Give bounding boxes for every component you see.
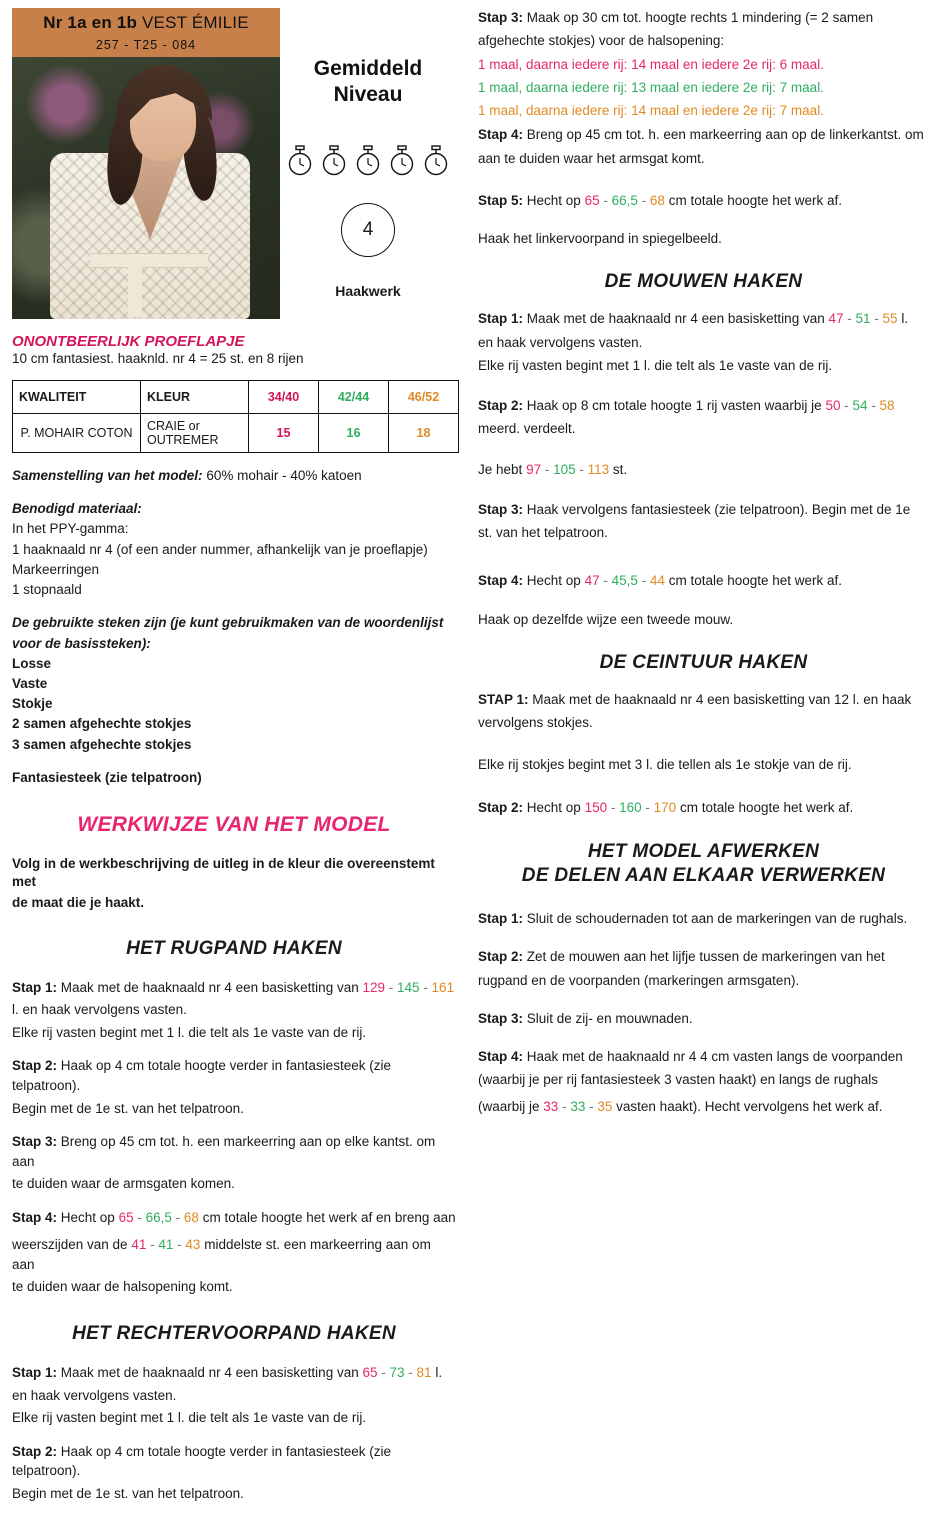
step-label: Stap 2:: [12, 1443, 58, 1459]
step-body: Breng op 45 cm tot. h. een markeerring aan op elke kantst. om aan: [12, 1134, 436, 1169]
step-text: Stap 1: Maak met de haaknaald nr 4 een basisketting van 47 - 51 - 55 l.: [478, 311, 909, 327]
materials-line: 1 haaknaald nr 4 (of een ander nummer, afhankelijk van je proeflapje): [12, 541, 428, 557]
step-body-cont: aan te duiden waar het armsgat komt.: [478, 150, 705, 166]
finishing-heading-line-1: HET MODEL AFWERKEN: [587, 840, 820, 862]
step-body: Haak op 4 cm totale hoogte verder in fantasiesteek (zie telpatroon).: [12, 1443, 391, 1479]
step-text: [478, 500, 929, 520]
value-size-1: 47: [828, 311, 844, 327]
step-body: Sluit de zij- en mouwnaden.: [526, 1010, 693, 1026]
step-text: [478, 8, 929, 28]
belt-row-note: Elke rij stokjes begint met 3 l. die tellen als 1e stokje van de rij.: [478, 757, 852, 773]
value-size-1: 33: [543, 1098, 559, 1114]
right-front-step-5: [478, 191, 929, 211]
step-body: Maak met de haaknaald nr 4 een basisketting van: [526, 311, 825, 327]
step-body: Zet de mouwen aan het lijfje tussen de markeringen van het: [526, 949, 885, 965]
table-row: [13, 414, 459, 453]
header-quality: KWALITEIT: [13, 381, 141, 414]
step-label: Stap 5:: [478, 192, 524, 208]
step-body-cont: te duiden waar de halsopening komt.: [12, 1279, 233, 1295]
step-body: Hecht op: [526, 192, 581, 208]
step-body: Hecht op: [526, 573, 581, 589]
step-label: Stap 4:: [12, 1209, 58, 1225]
belt-step-1: [478, 690, 929, 734]
step-text: [478, 1009, 929, 1029]
cell-color: [141, 414, 249, 453]
step-label: Stap 1:: [12, 979, 58, 995]
step-body-2: cm totale hoogte het werk af.: [668, 192, 843, 208]
step-text: [478, 1047, 929, 1067]
step-text: [478, 690, 929, 710]
cell-color-line-1: CRAIE or: [147, 419, 200, 433]
header-color: KLEUR: [141, 381, 249, 414]
step-body: Maak met de haaknaald nr 4 een basisketting van 12 l. en haak: [532, 691, 912, 707]
step-label: Stap 4:: [478, 573, 524, 589]
step-body-4: vasten haakt). Hecht vervolgens het werk af.: [616, 1098, 883, 1114]
stitch-item: Vaste: [12, 675, 48, 691]
step-body-cont: te duiden waar de armsgaten komen.: [12, 1176, 235, 1192]
value-size-1: 97: [526, 461, 542, 477]
value-size-3: 68: [183, 1209, 199, 1225]
step-body-cont: Elke rij vasten begint met 1 l. die telt als 1e vaste van de rij.: [478, 357, 833, 373]
composition-value: 60% mohair - 40% katoen: [206, 468, 362, 483]
level-title: [280, 56, 456, 109]
value-size-3: 58: [879, 398, 895, 413]
finishing-heading-line-2: DE DELEN AAN ELKAAR VERWERKEN: [521, 865, 886, 887]
pattern-number: Nr 1a en 1b: [43, 13, 138, 32]
materials-title: Benodigd materiaal:: [12, 501, 142, 517]
right-front-step-3: [478, 8, 929, 121]
step-text: Stap 1: Maak met de haaknaald nr 4 een basisketting van 129 - 145 - 161: [12, 979, 455, 995]
step-text: Stap 4: Hecht op 47 - 45,5 - 44 cm totale hoogte het werk af.: [478, 573, 843, 589]
workflow-heading: WERKWIJZE VAN HET MODEL: [77, 813, 391, 837]
value-size-2: 45,5: [611, 573, 638, 589]
back-panel-step-2: [12, 1056, 456, 1118]
finishing-step-1: [478, 909, 929, 929]
value-size-2: 51: [855, 311, 871, 327]
step-label: Stap 1:: [478, 911, 524, 927]
step-body-cont: Elke rij vasten begint met 1 l. die telt als 1e vaste van de rij.: [12, 1024, 367, 1040]
materials-line: 1 stopnaald: [12, 582, 82, 598]
step-variant-size-1: 1 maal, daarna iedere rij: 14 maal en iedere 2e rij: 6 maal.: [478, 56, 824, 72]
right-front-step-2: [12, 1442, 456, 1504]
fantasy-stitch-note: Fantasiesteek (zie telpatroon): [12, 769, 202, 785]
step-body-3: weerszijden van de: [12, 1237, 128, 1253]
needle-size-badge: 4: [341, 203, 395, 257]
step-body-2: cm totale hoogte het werk af en breng aan: [202, 1209, 456, 1225]
sleeves-heading: DE MOUWEN HAKEN: [604, 271, 803, 293]
step-body-cont: afgehechte stokjes) voor de halsopening:: [478, 33, 725, 49]
swatch-title: ONONTBEERLIJK PROEFLAPJE: [12, 333, 245, 350]
right-column: [468, 0, 943, 1527]
stopwatch-icon: [387, 143, 417, 177]
header-row: [12, 8, 456, 319]
composition: [12, 467, 456, 485]
step-body-cont: rugpand en de voorpanden (markeringen armsgaten).: [478, 972, 800, 988]
step-label: STAP 1:: [478, 691, 529, 707]
spacer: [12, 756, 456, 769]
cell-quality: P. MOHAIR COTON: [13, 414, 141, 453]
cell-qty-size-2: 16: [319, 414, 389, 453]
right-front-step-1: [12, 1363, 456, 1428]
step-body: Hecht op: [60, 1209, 115, 1225]
pattern-code: 257 - T25 - 084: [12, 37, 280, 57]
header-size-3: 46/52: [389, 381, 459, 414]
photo-belt-tail: [128, 265, 142, 317]
step-body-cont: st. van het telpatroon.: [478, 525, 608, 540]
value-size-2: 66,5: [145, 1209, 172, 1225]
stopwatch-icon: [319, 143, 349, 177]
left-column: [0, 0, 468, 1527]
step-label: Stap 3:: [478, 10, 524, 25]
value-size-3: 113: [587, 461, 610, 477]
value-size-3: 43: [185, 1237, 201, 1253]
step-body: Haak vervolgens fantasiesteek (zie telpatroon). Begin met de 1e: [526, 501, 911, 517]
value-size-2: 160: [619, 799, 642, 815]
count-label: Je hebt: [478, 461, 523, 477]
pattern-title: [12, 8, 280, 37]
sleeves-step-4: [478, 571, 929, 591]
pattern-name: VEST ÉMILIE: [142, 13, 249, 32]
value-size-2: 41: [158, 1237, 174, 1253]
swatch-gauge: 10 cm fantasiest. haaknld. nr 4 = 25 st. en 8 rijen: [12, 351, 304, 366]
step-body-cont: Begin met de 1e st. van het telpatroon.: [12, 1100, 244, 1116]
step-body: Sluit de schoudernaden tot aan de markeringen van de rughals.: [526, 911, 908, 927]
stitch-item: 2 samen afgehechte stokjes: [12, 716, 192, 732]
step-body: Haak op 4 cm totale hoogte verder in fantasiesteek (zie telpatroon).: [12, 1058, 391, 1093]
step-label: Stap 1:: [12, 1365, 58, 1381]
step-label: Stap 2:: [12, 1058, 58, 1074]
step-body: Hecht op: [526, 799, 581, 815]
step-label: Stap 2:: [478, 799, 524, 815]
workflow-note-line-2: de maat die je haakt.: [12, 894, 145, 910]
stopwatch-icon: [421, 143, 451, 177]
right-front-heading: HET RECHTERVOORPAND HAKEN: [72, 1323, 396, 1345]
step-text: [478, 909, 929, 929]
back-panel-heading: HET RUGPAND HAKEN: [126, 937, 342, 959]
value-size-1: 129: [362, 979, 386, 995]
step-body-cont: vervolgens stokjes.: [478, 715, 593, 730]
step-text: Stap 2: Hecht op 150 - 160 - 170 cm totale hoogte het werk af.: [478, 799, 854, 815]
step-text: Stap 1: Maak met de haaknaald nr 4 een basisketting van 65 - 73 - 81 l.: [12, 1365, 443, 1381]
value-size-1: 65: [584, 192, 600, 208]
step-text: [12, 1056, 456, 1095]
step-label: Stap 4:: [478, 1049, 524, 1065]
stitches-title-line-2: voor de basissteken):: [12, 635, 151, 651]
value-size-2: 33: [570, 1098, 586, 1114]
stitches-title-line-1: De gebruikte steken zijn (je kunt gebruikmaken van de woordenlijst: [12, 615, 444, 631]
materials-line: Markeerringen: [12, 561, 100, 577]
step-body-cont: meerd. verdeelt.: [478, 421, 576, 437]
mirror-note: Haak het linkervoorpand in spiegelbeeld.: [478, 231, 722, 246]
back-panel-step-4: [12, 1208, 456, 1297]
cell-qty-size-3: 18: [389, 414, 459, 453]
sleeves-step-3: [478, 500, 929, 544]
back-panel-step-1: [12, 978, 456, 1043]
step-body: Haak met de haaknaald nr 4 4 cm vasten langs de voorpanden: [526, 1049, 903, 1065]
step-label: Stap 3:: [12, 1134, 58, 1150]
value-size-2: 73: [389, 1365, 405, 1381]
step-body-cont: en haak vervolgens vasten.: [12, 1387, 177, 1403]
step-variant-size-3: 1 maal, daarna iedere rij: 14 maal en iedere 2e rij: 7 maal.: [478, 103, 824, 118]
sleeves-stitch-count: Je hebt 97 - 105 - 113 st.: [478, 461, 628, 477]
value-size-1: 65: [362, 1365, 378, 1381]
cell-color-line-2: OUTREMER: [147, 433, 219, 447]
step-text-cont: weerszijden van de 41 - 41 - 43 middelste st. een markeerring aan om aan: [12, 1237, 431, 1272]
finishing-step-2: [478, 947, 929, 991]
right-front-step-4: [478, 125, 929, 169]
header-size-1: 34/40: [249, 381, 319, 414]
step-body-2: l.: [435, 1365, 443, 1381]
belt-heading: DE CEINTUUR HAKEN: [599, 651, 808, 673]
header-size-2: 42/44: [319, 381, 389, 414]
level-block: [280, 8, 456, 299]
value-size-2: 54: [852, 398, 868, 413]
sizes-table: [12, 380, 459, 453]
spacer: [12, 487, 456, 500]
step-body-2: cm totale hoogte het werk af.: [668, 573, 843, 589]
finishing-heading: [478, 840, 929, 889]
sleeves-step-2: [478, 396, 929, 440]
value-size-2: 105: [553, 461, 576, 477]
step-label: Stap 3:: [478, 501, 524, 517]
step-body: Maak met de haaknaald nr 4 een basisketting van: [60, 979, 359, 995]
stitch-item: Stokje: [12, 696, 53, 712]
step-body-2: cm totale hoogte het werk af.: [679, 799, 854, 815]
step-body-cont: Elke rij vasten begint met 1 l. die telt als 1e vaste van de rij.: [12, 1410, 367, 1426]
spacer: [12, 601, 456, 614]
value-size-3: 35: [597, 1098, 613, 1114]
materials-line: In het PPY-gamma:: [12, 521, 129, 537]
step-text: [478, 125, 929, 145]
value-size-1: 150: [584, 799, 608, 815]
step-body: Breng op 45 cm tot. h. een markeerring aan op de linkerkantst. om: [526, 127, 924, 143]
step-label: Stap 2:: [478, 398, 524, 413]
step-body-cont: l. en haak vervolgens vasten.: [12, 1002, 187, 1018]
step-body: Haak op 8 cm totale hoogte 1 rij vasten waarbij je: [526, 398, 822, 413]
value-size-3: 170: [653, 799, 677, 815]
step-body-cont: Begin met de 1e st. van het telpatroon.: [12, 1485, 244, 1501]
step-text: Stap 4: Hecht op 65 - 66,5 - 68 cm totale hoogte het werk af en breng aan: [12, 1209, 456, 1225]
workflow-note-line-1: Volg in de werkbeschrijving de uitleg in de kleur die overeenstemt met: [12, 856, 435, 890]
photo-belt: [90, 253, 208, 268]
step-label: Stap 1:: [478, 311, 524, 327]
step-text: Stap 5: Hecht op 65 - 66,5 - 68 cm totale hoogte het werk af.: [478, 192, 843, 208]
step-body-3: (waarbij je: [478, 1098, 540, 1114]
belt-step-2: [478, 798, 929, 818]
step-label: Stap 2:: [478, 949, 524, 965]
step-text: [12, 1132, 456, 1171]
value-size-3: 44: [649, 573, 665, 589]
count-unit: st.: [612, 461, 628, 477]
model-photo: [12, 57, 280, 319]
second-sleeve-note: Haak op dezelfde wijze een tweede mouw.: [478, 611, 734, 627]
stopwatch-icon: [285, 143, 315, 177]
stopwatch-icon: [353, 143, 383, 177]
step-label: Stap 3:: [478, 1010, 524, 1026]
step-body: Maak met de haaknaald nr 4 een basisketting van: [60, 1365, 359, 1381]
step-body-2: l.: [901, 311, 909, 327]
step-text: [12, 1442, 456, 1481]
value-size-3: 68: [649, 192, 665, 208]
stitch-item: Losse: [12, 655, 52, 671]
value-size-2: 145: [397, 979, 420, 995]
finishing-step-3: [478, 1009, 929, 1029]
step-body-cont: en haak vervolgens vasten.: [478, 334, 643, 350]
value-size-3: 161: [431, 979, 455, 995]
value-size-1: 65: [118, 1209, 134, 1225]
value-size-1: 47: [584, 573, 600, 589]
step-body-cont: (waarbij je per rij fantasiesteek 3 vasten haakt) en langs de rughals: [478, 1072, 878, 1088]
step-body-4: middelste st. een markeerring aan om aan: [12, 1237, 431, 1272]
table-header-row: [13, 381, 459, 414]
step-label: Stap 4:: [478, 127, 524, 143]
value-size-1: 41: [131, 1237, 147, 1253]
back-panel-step-3: [12, 1132, 456, 1194]
stitch-item: 3 samen afgehechte stokjes: [12, 736, 192, 752]
value-size-3: 55: [882, 311, 898, 327]
photo-block: [12, 8, 280, 319]
cell-qty-size-1: 15: [249, 414, 319, 453]
step-text-cont: (waarbij je 33 - 33 - 35 vasten haakt). Hecht vervolgens het werk af.: [478, 1098, 883, 1114]
value-size-1: 50: [825, 398, 841, 413]
step-text: Stap 2: Haak op 8 cm totale hoogte 1 rij vasten waarbij je 50 - 54 - 58: [478, 398, 895, 413]
sleeves-step-1: [478, 309, 929, 376]
value-size-3: 81: [416, 1365, 432, 1381]
step-variant-size-2: 1 maal, daarna iedere rij: 13 maal en iedere 2e rij: 7 maal.: [478, 79, 824, 95]
craft-label: Haakwerk: [335, 282, 401, 299]
value-size-2: 66,5: [611, 192, 638, 208]
step-body: Maak op 30 cm tot. hoogte rechts 1 mindering (= 2 samen: [526, 10, 874, 25]
difficulty-stopwatches: [280, 143, 456, 177]
level-line-1: Gemiddeld: [313, 57, 423, 80]
level-line-2: Niveau: [333, 83, 403, 107]
finishing-step-4: [478, 1047, 929, 1117]
step-text: [478, 947, 929, 967]
composition-label: Samenstelling van het model:: [12, 468, 203, 483]
